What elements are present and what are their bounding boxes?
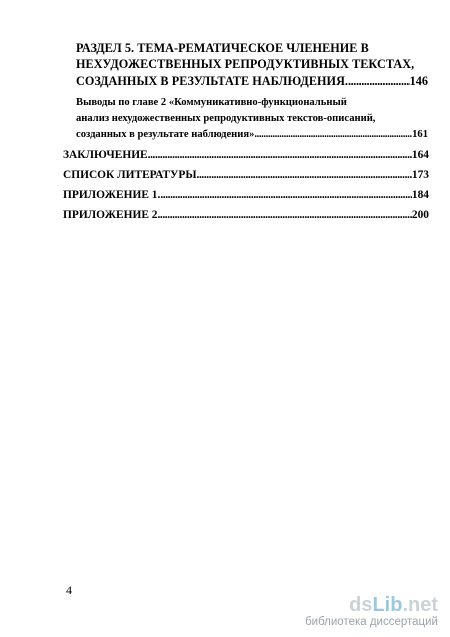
watermark-subtitle: библиотека диссертаций xyxy=(305,616,438,628)
toc-entry-page: 164 xyxy=(411,149,429,161)
toc-entry-label: ПРИЛОЖЕНИЕ 1. xyxy=(63,189,161,201)
page-number: 4 xyxy=(66,583,72,597)
toc-section5-title-end: СОЗДАННЫХ В РЕЗУЛЬТАТЕ НАБЛЮДЕНИЯ. xyxy=(76,74,349,88)
toc-entry-page: 184 xyxy=(411,189,429,201)
toc-entry-appendix-1 xyxy=(63,189,429,201)
dot-leader xyxy=(148,149,412,161)
toc-section5-line2: НЕХУДОЖЕСТВЕННЫХ РЕПРОДУКТИВНЫХ ТЕКСТАХ, xyxy=(76,57,415,71)
dot-leader xyxy=(197,169,412,181)
toc-conclusions-line3 xyxy=(76,129,428,140)
toc-conclusions-page: 161 xyxy=(412,129,428,140)
dot-leader xyxy=(157,209,411,221)
toc-section5-line1: РАЗДЕЛ 5. ТЕМА-РЕМАТИЧЕСКОЕ ЧЛЕНЕНИЕ В xyxy=(76,41,369,55)
toc-entry-appendix-2 xyxy=(63,209,429,221)
toc-section5-page: 146 xyxy=(409,74,428,88)
toc-entry-page: 200 xyxy=(411,209,429,221)
toc-entry-conclusion xyxy=(63,149,429,161)
toc-entry-label: СПИСОК ЛИТЕРАТУРЫ xyxy=(63,169,197,181)
toc-entry-bibliography xyxy=(63,169,429,181)
watermark xyxy=(305,594,438,629)
toc-entry-page: 173 xyxy=(411,169,429,181)
toc-entry-label: ПРИЛОЖЕНИЕ 2 xyxy=(63,209,158,221)
toc-section5-line3 xyxy=(76,74,428,89)
toc-conclusions-line1: Выводы по главе 2 «Коммуникативно-функциональный xyxy=(76,97,347,108)
logo-part: ds xyxy=(349,594,373,616)
dot-leader xyxy=(254,129,412,140)
toc-conclusions-title-end: созданных в результате наблюдения» xyxy=(76,129,255,140)
toc-conclusions-line2: анализ нехудожественных репродуктивных текстов-описаний, xyxy=(76,113,376,124)
watermark-logo xyxy=(305,594,438,616)
logo-part: Lib xyxy=(372,594,403,616)
dot-leader xyxy=(160,189,412,201)
dot-leader xyxy=(348,74,410,89)
toc-entry-label: ЗАКЛЮЧЕНИЕ xyxy=(63,149,148,161)
logo-part: .net xyxy=(402,594,438,616)
